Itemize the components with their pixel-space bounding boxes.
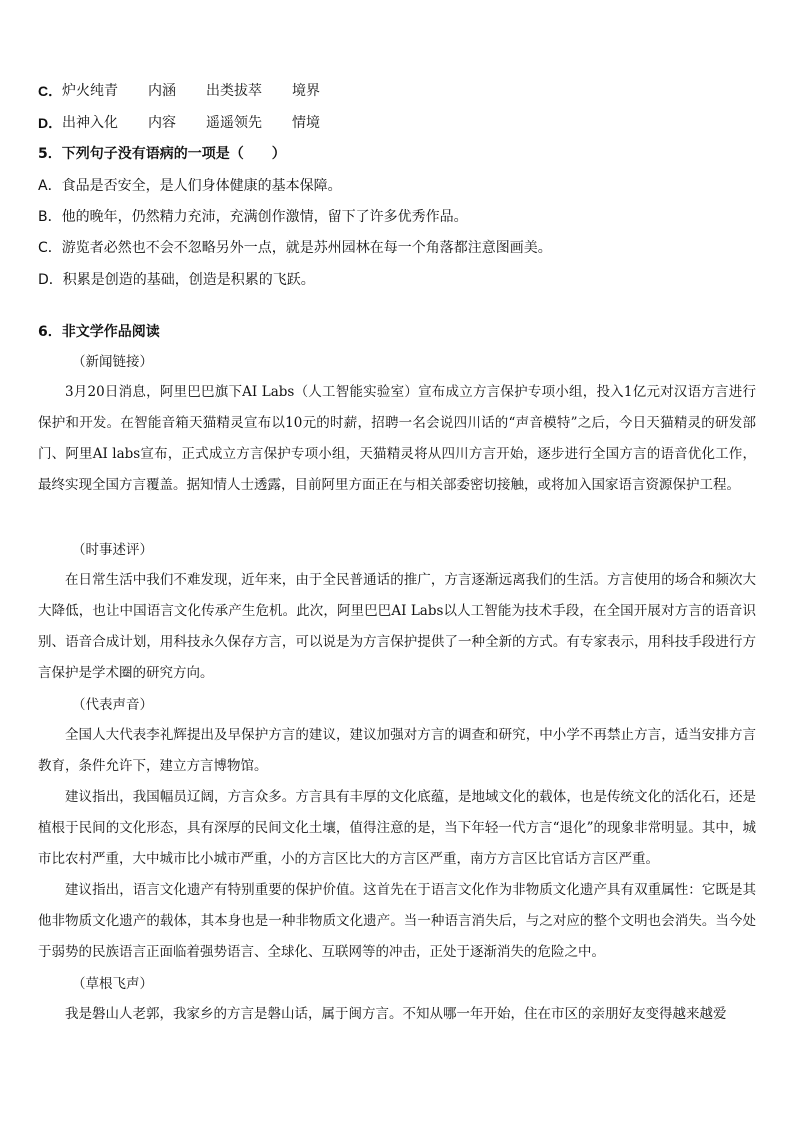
paragraph-grassroots bbox=[38, 999, 756, 1030]
q4-option-c[interactable] bbox=[38, 81, 758, 101]
paragraph-text: 我是磐山人老郭，我家乡的方言是磐山话，属于闽方言。不知从哪一年开始，住在市区的亲朋好友变得越来越爱 bbox=[65, 1006, 727, 1022]
option-word: 内容 bbox=[148, 115, 176, 131]
paragraph-commentary bbox=[38, 565, 756, 689]
option-word: 炉火纯青 bbox=[62, 83, 118, 99]
option-word: 境界 bbox=[292, 83, 320, 99]
paragraph-representative bbox=[38, 720, 756, 968]
option-word: 出类拔萃 bbox=[206, 83, 262, 99]
paragraph-text: 在日常生活中我们不难发现，近年来，由于全民普通话的推广，方言逐渐远离我们的生活。方言使用的场合和频次大大降低，也让中国语言文化传承产生危机。此次，阿里巴巴AI Labs以人工智能为技术手段，在全国开展对方言的语音识别、语音合成计划，用科技永久保存方言，可以说是为方言保护提供了一种全新的方式。有专家表示，用科技手段进行方言保护是学术圈的研究方向。 bbox=[38, 572, 756, 681]
option-word: 遥遥领先 bbox=[206, 115, 262, 131]
paragraph-text: 建议指出，语言文化遗产有特别重要的保护价值。这首先在于语言文化作为非物质文化遗产具有双重属性：它既是其他非物质文化遗产的载体，其本身也是一种非物质文化遗产。当一种语言消失后，与之对应的整个文明也会消失。当今处于弱势的民族语言正面临着强势语言、全球化、互联网等的冲击，正处于逐渐消失的危险之中。 bbox=[38, 882, 756, 960]
q5-option-b[interactable]: B．他的晚年，仍然精力充沛，充满创作激情，留下了许多优秀作品。 bbox=[38, 209, 468, 225]
q6-stem: 6．非文学作品阅读 bbox=[38, 324, 160, 340]
q5-option-d[interactable]: D．积累是创造的基础，创造是积累的飞跃。 bbox=[38, 272, 315, 288]
q5-stem: 5．下列句子没有语病的一项是（ ） bbox=[38, 146, 286, 162]
paragraph-text: 3月20日消息，阿里巴巴旗下AI Labs（人工智能实验室）宣布成立方言保护专项小组，投入1亿元对汉语方言进行保护和开发。在智能音箱天猫精灵宣布以10元的时薪，招聘一名会说四川话的“声音模特”之后，今日天猫精灵的研发部门、阿里AI labs宣布，正式成立方言保护专项小组，天猫精灵将从四川方言开始，逐步进行全国方言的语音优化工作，最终实现全国方言覆盖。据知情人士透露，目前阿里方面正在与相关部委密切接触，或将加入国家语言资源保护工程。 bbox=[38, 384, 756, 493]
q5-option-a[interactable]: A．食品是否安全，是人们身体健康的基本保障。 bbox=[38, 178, 342, 194]
option-letter: C． bbox=[38, 83, 63, 99]
paragraph-text: 全国人大代表李礼辉提出及早保护方言的建议，建议加强对方言的调查和研究，中小学不再禁止方言，适当安排方言教育，条件允许下，建立方言博物馆。 bbox=[38, 727, 756, 774]
option-word: 内涵 bbox=[148, 83, 176, 99]
paragraph-text: 建议指出，我国幅员辽阔，方言众多。方言具有丰厚的文化底蕴，是地域文化的载体，也是传统文化的活化石，还是植根于民间的文化形态，具有深厚的民间文化土壤，值得注意的是，当下年轻一代方言“退化”的现象非常明显。其中，城市比农村严重，大中城市比小城市严重，小的方言区比大的方言区严重，南方方言区比官话方言区严重。 bbox=[38, 789, 756, 867]
option-letter: D． bbox=[38, 115, 63, 131]
q5-option-c[interactable]: C．游览者必然也不会不忽略另外一点，就是苏州园林在每一个角落都注意图画美。 bbox=[38, 240, 552, 256]
q4-option-d[interactable] bbox=[38, 113, 758, 133]
section-heading-grassroots: （草根飞声） bbox=[72, 976, 153, 992]
section-heading-representative: （代表声音） bbox=[72, 697, 153, 713]
option-word: 出神入化 bbox=[62, 115, 118, 131]
paragraph-news bbox=[38, 377, 756, 501]
section-heading-commentary: （时事述评） bbox=[72, 542, 153, 558]
section-heading-news: （新闻链接） bbox=[72, 354, 153, 370]
option-word: 情境 bbox=[292, 115, 320, 131]
